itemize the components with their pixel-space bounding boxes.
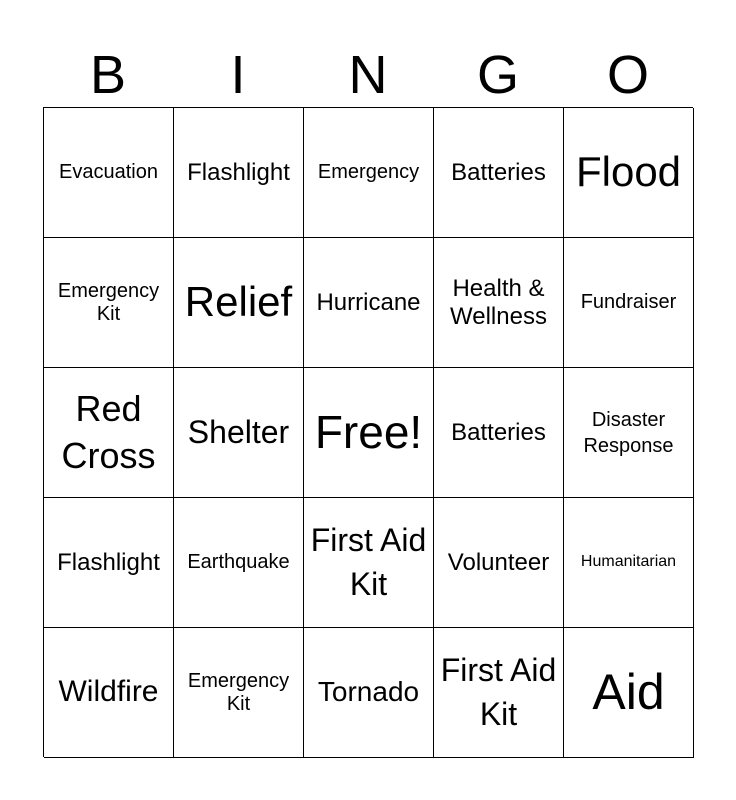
bingo-cell[interactable]: Hurricane	[304, 238, 434, 368]
bingo-header	[43, 44, 693, 106]
bingo-cell[interactable]: First Aid Kit	[304, 498, 434, 628]
bingo-cell[interactable]: Red Cross	[44, 368, 174, 498]
bingo-cell[interactable]: Evacuation	[44, 108, 174, 238]
bingo-cell[interactable]: Emergency Kit	[174, 628, 304, 758]
header-letter-g: G	[476, 45, 519, 105]
bingo-cell[interactable]: Flashlight	[174, 108, 304, 238]
bingo-cell[interactable]: First Aid Kit	[434, 628, 564, 758]
bingo-cell[interactable]: Volunteer	[434, 498, 564, 628]
bingo-cell[interactable]: Batteries	[434, 368, 564, 498]
free-space[interactable]: Free!	[304, 368, 434, 498]
bingo-cell[interactable]: Tornado	[304, 628, 434, 758]
bingo-cell[interactable]: Earthquake	[174, 498, 304, 628]
bingo-cell[interactable]: Humanitarian	[564, 498, 694, 628]
bingo-cell[interactable]: Emergency	[304, 108, 434, 238]
bingo-cell[interactable]: Wildfire	[44, 628, 174, 758]
header-letter-i: I	[230, 45, 246, 105]
bingo-cell[interactable]: Flood	[564, 108, 694, 238]
bingo-cell[interactable]: Emergency Kit	[44, 238, 174, 368]
header-letter-b: B	[89, 45, 127, 105]
bingo-cell[interactable]: Flashlight	[44, 498, 174, 628]
bingo-board	[43, 107, 693, 757]
header-letter-n: N	[348, 45, 388, 105]
bingo-cell[interactable]: Shelter	[174, 368, 304, 498]
header-letter-o: O	[606, 45, 649, 105]
bingo-cell[interactable]: Aid	[564, 628, 694, 758]
bingo-cell[interactable]: Batteries	[434, 108, 564, 238]
bingo-cell[interactable]: Disaster Response	[564, 368, 694, 498]
bingo-cell[interactable]: Fundraiser	[564, 238, 694, 368]
bingo-cell[interactable]: Health & Wellness	[434, 238, 564, 368]
bingo-cell[interactable]: Relief	[174, 238, 304, 368]
